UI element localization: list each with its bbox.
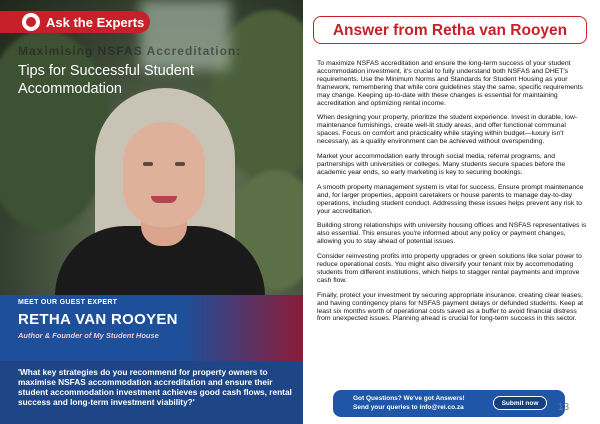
answer-title: Answer from Retha van Rooyen [313, 16, 587, 44]
photo-mouth [151, 196, 177, 203]
expert-role: Author & Founder of My Student House [18, 331, 159, 340]
answer-paragraph: Building strong relationships with university housing offices and NSFAS representatives is also essential. This ensures you're informed about any policy or payment changes, allowing you to stay ahead of potential issues. [317, 222, 587, 246]
answer-paragraph: To maximize NSFAS accreditation and ensure the long-term success of your student accommodation investment, it's crucial to fully understand both NSFAS and DHET's requirements. Use the Minimum Norms and Standards for Student Housing as your framework, remembering that while core guidelines stay the same, specific requirements may change. Keeping up-to-date with these changes is essential for maintaining accreditation and optimizing rental income. [317, 60, 583, 107]
answer-paragraph: When designing your property, prioritize the student experience. Invest in durable, low-maintenance furnishings, create well-lit study areas, and offer functional communal spaces. Focus on comfort and practicality while staying within budget—luxury isn't necessary, as a quality environment can be achieved without overspending. [317, 114, 578, 146]
photo-face [123, 122, 205, 227]
expert-name: RETHA VAN ROOYEN [18, 311, 178, 328]
answer-paragraph: A smooth property management system is vital for success. Ensure prompt maintenance and, for larger properties, appoint caretakers or house parents to manage day-to-day operations, including student conduct. Addressing these issues helps prevent any risk to your accreditation. [317, 183, 584, 215]
answer-paragraph: Finally, protect your investment by securing appropriate insurance, creating clear leases, and having contingency plans for NSFAS payment delays or defunded students. Keep at least six months worth of operational costs saved as a buffer to avoid financial distress from unexpected issues. Planning ahead is crucial for long-term success in this sector. [317, 291, 584, 323]
ghost-heading: Maximising NSFAS Accreditation: [18, 44, 242, 58]
photo-eye [143, 162, 153, 166]
expert-photo [55, 88, 265, 303]
right-panel [303, 0, 600, 424]
question-box [0, 361, 303, 424]
answer-paragraph: Market your accommodation early through social media, referral programs, and partnerships with universities or colleges. Many students secure spaces before the academic year ends, so early marketing is key to securing bookings. [317, 153, 566, 176]
cta-email-line[interactable]: Send your queries to info@rei.co.za [353, 404, 464, 411]
cta-headline: Got Questions? We've got Answers! [353, 395, 465, 402]
expert-box-gradient [183, 295, 303, 361]
article-title: Tips for Successful Student Accommodation [18, 63, 194, 97]
expert-info-box [0, 295, 303, 361]
background-sky [140, 0, 230, 70]
page-number: 13 [558, 402, 570, 413]
question-text: 'What key strategies do you recommend for property owners to maximise NSFAS accommodation accreditation and ensure their student accommodation investment achieves good cash flows, rental success and long-term investment viability?' [18, 367, 292, 407]
answer-paragraph: Consider reinvesting profits into property upgrades or green solutions like solar power to reduce operational costs. You might also diversify your tenant mix by accommodating students from different institutions, which helps to stagger rental payments and improve cash flow. [317, 253, 582, 284]
ask-the-experts-badge [0, 11, 150, 33]
badge-label: Ask the Experts [46, 14, 145, 30]
submit-now-button[interactable]: Submit now [493, 396, 547, 410]
rei-logo-icon [22, 13, 40, 31]
questions-cta-banner [333, 390, 565, 417]
answer-body [317, 60, 589, 330]
photo-eye [175, 162, 185, 166]
meet-expert-label: MEET OUR GUEST EXPERT [18, 299, 118, 306]
